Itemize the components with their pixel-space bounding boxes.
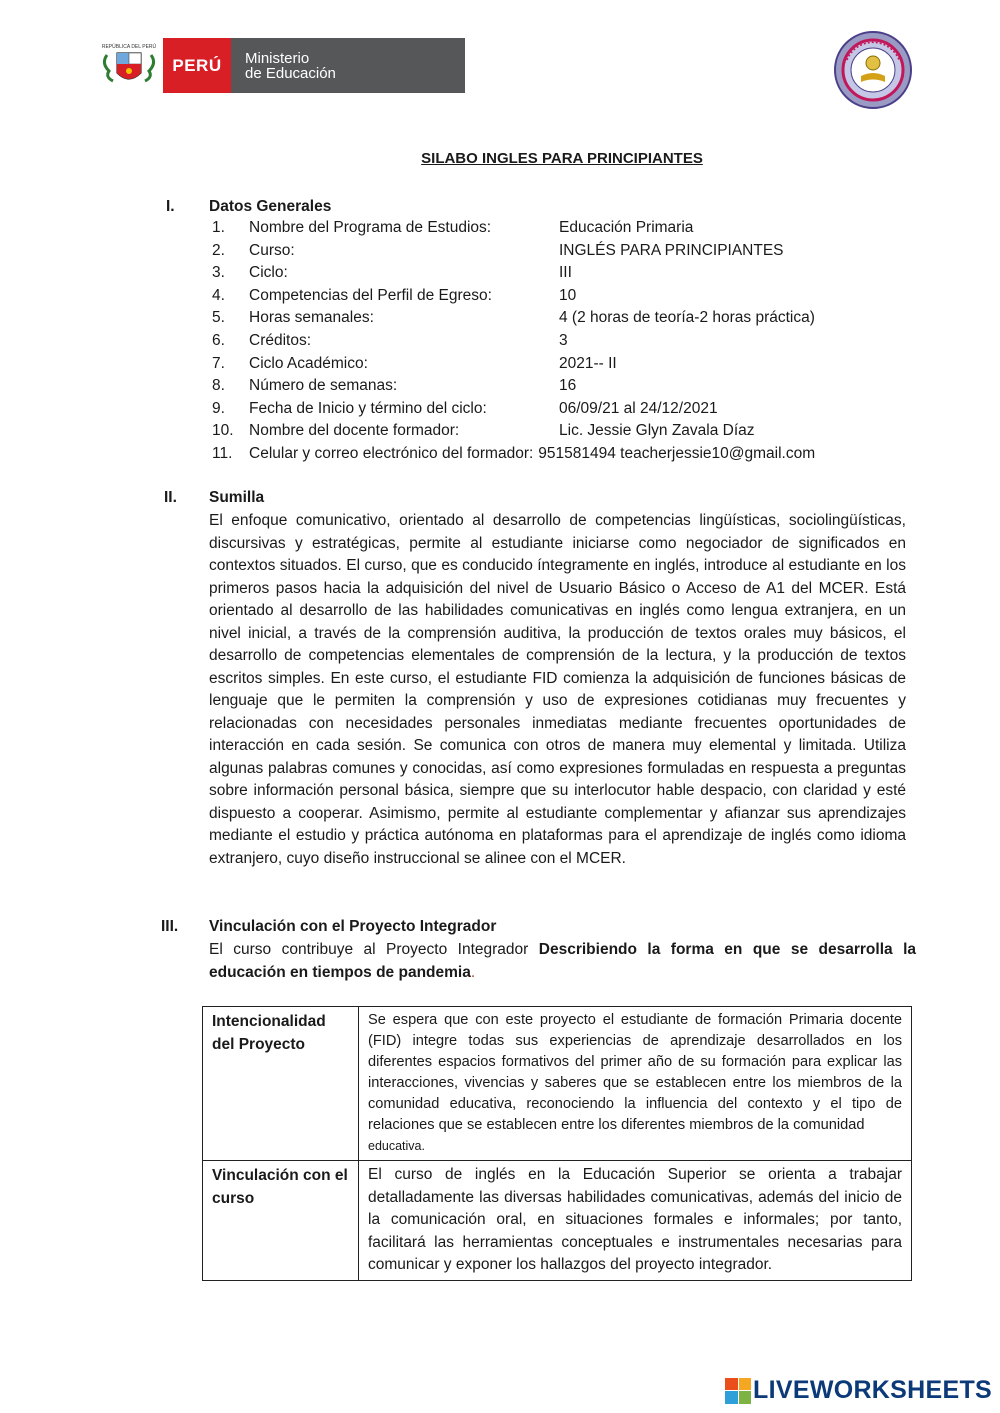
item-index: 9. <box>212 399 225 417</box>
item-label: Competencias del Perfil de Egreso: <box>249 286 492 304</box>
item-label: Créditos: <box>249 331 312 349</box>
project-intro-text <box>209 939 916 984</box>
table-cell-value <box>359 1007 912 1161</box>
liveworksheets-watermark <box>725 1376 992 1405</box>
sumilla-paragraph <box>209 510 906 870</box>
item-label: Celular y correo electrónico del formador: <box>249 444 534 462</box>
list-item <box>212 240 912 263</box>
list-item <box>212 307 912 330</box>
list-item <box>212 217 912 240</box>
list-item <box>212 443 912 466</box>
table-row <box>203 1161 912 1281</box>
svg-text:REPÚBLICA DEL PERÚ: REPÚBLICA DEL PERÚ <box>101 43 157 50</box>
section-3-number: III. <box>161 918 179 935</box>
section-2-number: II. <box>164 489 177 506</box>
item-label: Ciclo Académico: <box>249 354 368 372</box>
list-item <box>212 398 912 421</box>
item-value: 4 (2 horas de teoría-2 horas práctica) <box>559 309 815 327</box>
intro-text: El curso contribuye al Proyecto Integrador <box>209 941 539 958</box>
ministry-header <box>95 38 465 93</box>
item-index: 4. <box>212 286 225 304</box>
item-value: 06/09/21 al 24/12/2021 <box>559 399 718 417</box>
section-1-number: I. <box>166 198 175 215</box>
list-item <box>212 353 912 376</box>
liveworksheets-brand: LIVEWORKSHEETS <box>753 1376 992 1404</box>
general-data-list <box>212 217 912 466</box>
item-index: 10. <box>212 422 234 440</box>
item-label: Curso: <box>249 241 295 259</box>
item-value: III <box>559 264 572 282</box>
table-cell-value: El curso de inglés en la Educación Superior se orienta a trabajar detalladamente las diversas habilidades comunicativas, además del inicio de la comunicación oral, en situaciones formales e informales; por tanto, facilitará las herramientas conceptuales e instrumentales necesarias para comunicar y exponer los hallazgos del proyecto integrador. <box>359 1161 912 1281</box>
sumilla-text: El enfoque comunicativo, orientado al desarrollo de competencias lingüísticas, sociolingüísticas, discursivas y estratégicas, permite al estudiante iniciarse como negociador de significados en contextos situados. El curso, que es conducido íntegramente en inglés, introduce al estudiante en los primeros pasos hacia la adquisición del nivel de Usuario Básico o Acceso de A1 del MCER. Está orientado al desarrollo de las habilidades comunicativas en inglés como lengua extranjera, en un nivel inicial, a través de la comprensión auditiva, la producción de textos orales muy básicos, el desarrollo de competencias elementales de comprensión de la lectura, y la producción de textos escritos simples. En este curso, el estudiante FID comienza la adquisición de funciones básicas de lenguaje que le permiten la comprensión y uso de expresiones cotidianas muy frecuentes y relacionadas con necesidades personales inmediatas mediante frecuentes oportunidades de interacción en cada sesión. Se comunica con otros de manera muy elemental y limitada. Utiliza algunas palabras comunes y conocidas, así como expresiones formuladas en respuesta a preguntas sobre información personal básica, siempre que su interlocutor hable despacio, con claridad y esté dispuesto a cooperar. Asimismo, permite al estudiante complementar y afianzar sus aprendizajes mediante el estudio y práctica autónoma en plataformas para el aprendizaje de inglés como idioma extranjero, cuyo diseño instruccional se alinee con el MCER. <box>209 512 906 867</box>
item-value: Lic. Jessie Glyn Zavala Díaz <box>559 422 755 440</box>
project-table <box>202 1006 912 1281</box>
item-label: Fecha de Inicio y término del ciclo: <box>249 399 487 417</box>
list-item <box>212 262 912 285</box>
project-name: Describiendo la forma en que se desarrolla la educación en tiempos de pandemia <box>209 941 916 981</box>
list-item <box>212 285 912 308</box>
document-title: SILABO INGLES PARA PRINCIPIANTES <box>421 150 703 167</box>
peru-label: PERÚ <box>163 38 231 93</box>
item-label: Horas semanales: <box>249 309 374 327</box>
item-label: Nombre del Programa de Estudios: <box>249 219 492 236</box>
item-index: 1. <box>212 219 225 236</box>
item-index: 8. <box>212 377 225 395</box>
item-label: Ciclo: <box>249 264 288 282</box>
list-item <box>212 375 912 398</box>
project-intro <box>209 939 916 984</box>
item-index: 7. <box>212 354 225 372</box>
item-index: 11. <box>212 444 233 462</box>
item-value: Educación Primaria <box>559 219 694 236</box>
intro-end: . <box>470 963 476 981</box>
item-value: 3 <box>559 331 568 349</box>
item-value: INGLÉS PARA PRINCIPIANTES <box>559 241 784 259</box>
section-1-title: Datos Generales <box>209 198 332 215</box>
item-label: Número de semanas: <box>249 377 398 395</box>
ministry-line-2: de Educación <box>245 64 336 82</box>
item-index: 3. <box>212 264 225 282</box>
table-cell-label: Intencionalidad del Proyecto <box>203 1007 359 1161</box>
item-index: 2. <box>212 241 225 259</box>
institute-seal-icon <box>833 30 913 110</box>
list-item <box>212 420 912 443</box>
item-index: 5. <box>212 309 225 327</box>
item-value: 951581494 teacherjessie10@gmail.com <box>538 444 816 462</box>
item-value: 10 <box>559 286 577 304</box>
liveworksheets-logo-icon <box>725 1378 751 1404</box>
section-3-title: Vinculación con el Proyecto Integrador <box>209 918 497 935</box>
item-value: 16 <box>559 377 577 395</box>
table-cell-label: Vinculación con el curso <box>203 1161 359 1281</box>
item-index: 6. <box>212 331 225 349</box>
ministry-name <box>231 38 465 93</box>
list-item <box>212 330 912 353</box>
section-2-title: Sumilla <box>209 489 265 506</box>
peru-coat-of-arms-icon <box>95 38 163 93</box>
intent-tail: educativa. <box>368 1139 425 1153</box>
table-row <box>203 1007 912 1161</box>
intent-text: Se espera que con este proyecto el estudiante de formación Primaria docente (FID) integre todas sus experiencias de aprendizaje desarrollados en los diferentes espacios formativos del primer año de su formación para explicar las interacciones, vivencias y saberes que se establecen entre los miembros de la comunidad educativa, reconociendo la influencia del contexto y el tipo de relaciones que se establecen entre los diferentes miembros de la comunidad <box>368 1012 902 1133</box>
item-value: 2021-- II <box>559 354 617 372</box>
item-label: Nombre del docente formador: <box>249 422 460 440</box>
ministry-line-1: Ministerio <box>245 49 310 67</box>
